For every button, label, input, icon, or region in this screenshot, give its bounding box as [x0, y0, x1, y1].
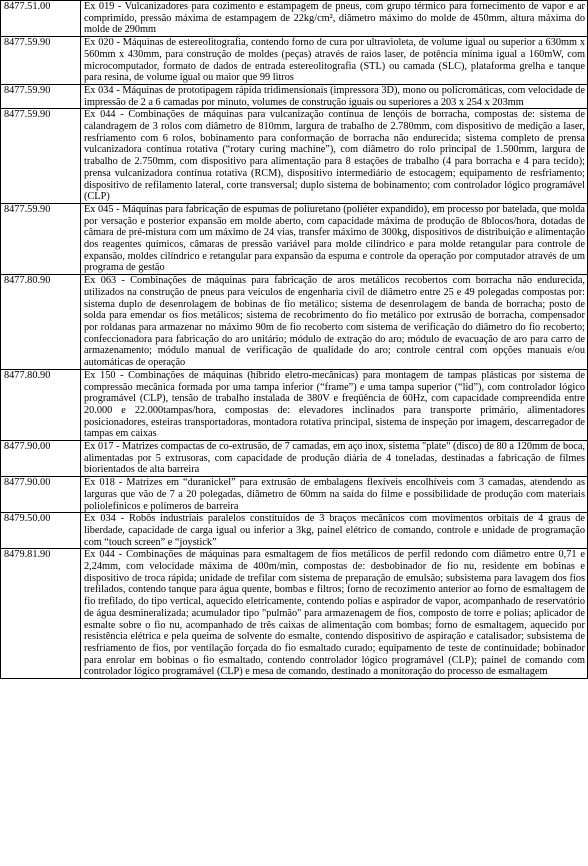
- table-row: [1, 549, 588, 679]
- description-cell: Ex 044 - Combinações de máquinas para vulcanização contínua de lençóis de borracha, compostas de: sistema de calandragem de 3 rolos com diâmetro de 810mm, largura de trabalho de 2.780mm, com dispositivo de medição a laser, resfriamento com 6 rolos, bobinamento para conformação de borracha não endurecida; sistema completo de prensa vulcanizadora contínua rotativa (“rotary curing machine”), com diâmetro do rolo principal de 1.500mm, largura de trabalho de 2.750mm, com dispositivo para alimentação para 8 estações de trabalho (4 para borracha e 4 para tecido); prensa vulcanizadora contínua rotativa (RCM), dispositivo intermediário de estocagem; equipamento de resfriamento; dispositivo de refilamento lateral, corte transversal; duplo sistema de bobinamento; com controlador lógico programável (CLP): [81, 109, 588, 204]
- description-cell: Ex 020 - Máquinas de estereolitografia, contendo forno de cura por ultravioleta, de volume igual ou superior a 630mm x 560mm x 430mm, para construção de moldes (peças) através de raios laser, de potência mínima igual a 160mW, com microcomputador, formato de dados de entrada estereolitografia (STL) ou camada (SLC), plataforma grelha e tanque para resina, de volume igual ou maior que 99 litros: [81, 37, 588, 85]
- table-row: [1, 275, 588, 370]
- ncm-code-cell: 8477.80.90: [1, 275, 81, 370]
- table-row: [1, 441, 588, 477]
- ncm-code-cell: 8479.50.00: [1, 513, 81, 549]
- table-row: [1, 37, 588, 85]
- table-row: [1, 109, 588, 204]
- description-cell: Ex 063 - Combinações de máquinas para fabricação de aros metálicos recobertos com borracha não endurecida, utilizados na construção de pneus para veículos de engenharia civil de diâmetro entre 25 e 49 polegadas compostas por: sistema duplo de desenrolagem de bobinas de fio metálico; sistema de desenrolagem de banda de borracha; posto de solda para emendar os fios metálicos; sistema de recobrimento do fio metálico por extrusão de borracha, compensador por roldanas para armazenar no máximo 90m de fio recoberto com sistema de verificação do diâmetro do fio recoberto; confeccionadora para fabricação do aro unitário; módulo de extração do aro; módulo de evacuação de aro para carro de armazenamento; módulo manual de verificação de qualidade do aro; controle central com opções manuais e/ou automáticas de operação: [81, 275, 588, 370]
- ncm-code-cell: 8479.81.90: [1, 549, 81, 679]
- ncm-code-cell: 8477.90.00: [1, 477, 81, 513]
- table-row: [1, 1, 588, 37]
- ncm-code-cell: 8477.59.90: [1, 84, 81, 108]
- table-row: [1, 513, 588, 549]
- description-cell: Ex 017 - Matrizes compactas de co-extrusão, de 7 camadas, em aço inox, sistema "plate" (disco) de 80 a 120mm de boca, alimentadas por 5 extrusoras, com capacidade de produção diária de 4 toneladas, destinadas a fabricação de filmes biorientados de alta barreira: [81, 441, 588, 477]
- table-row: [1, 477, 588, 513]
- description-cell: Ex 044 - Combinações de máquinas para esmaltagem de fios metálicos de perfil redondo com diâmetro entre 0,71 e 2,24mm, com velocidade máxima de 400m/min, compostas de: desbobinador de fio nu, residente em bobinas e dispositivo de troca rápida; unidade de trefilar com sistema de preparação de emulsão; subsistema para lavagem dos fios trefilados, contendo tanque para água quente, bombas e filtros; forno de recozimento anterior ao forno de esmaltagem de fio trefilado, do tipo vertical, aquecido eletricamente, contendo polias e aspirador de vapor, acompanhado de reservatório de água desmineralizada; acumulador tipo "pulmão" para armazenagem de fios, composto de torre e polias; aplicador de esmalte sobre o fio nu, acompanhado de três caixas de alimentação com bombas; forno de esmaltagem, aquecido por resistência elétrica e pela queima de solvente do esmalte, contendo dispositivo de aspiração e catalisador; subsistema de resfriamento de fios, por ventilação forçada do fio esmaltado curado; equipamento de teste de continuidade; bobinador para enrolar em bobinas o fio esmaltado, contendo controlador lógico programável (CLP); painel de comando com controlador lógico programável (CLP) e mesa de comando, destinado a monitoração do processo de esmaltagem: [81, 549, 588, 679]
- description-cell: Ex 019 - Vulcanizadores para cozimento e estampagem de pneus, com grupo térmico para fornecimento de vapor e ar comprimido, pressão máxima de estampagem de 22kg/cm², diâmetro máximo do molde de 450mm, altura máxima do molde de 290mm: [81, 1, 588, 37]
- table-row: [1, 84, 588, 108]
- description-cell: Ex 150 - Combinações de máquinas (híbrido eletro-mecânicas) para montagem de tampas plásticas por sistema de compressão mecânica formada por uma tampa inferior (“frame”) e uma tampa superior (“lid”), com controlador lógico programável (CLP), tensão de trabalho instalada de 380V e freqüência de 60Hz, com capacidade compreendida entre 20.000 e 22.000tampas/hora, compostas de: elevadores inclinados para transporte primário, alimentadores posicionadores, esteiras transportadoras, montadora rotativa principal, sistema de inspeção por imagem, descarregador de tampas em caixas: [81, 369, 588, 440]
- description-cell: Ex 018 - Matrizes em “duranickel” para extrusão de embalagens flexíveis encolhíveis com 3 camadas, atendendo as larguras que vão de 7 a 20 polegadas, diâmetro de 60mm na saída do filme e possibilidade de produção com materiais poliolefínicos e polímeros de barreira: [81, 477, 588, 513]
- ncm-code-cell: 8477.59.90: [1, 109, 81, 204]
- description-cell: Ex 034 - Máquinas de prototipagem rápida tridimensionais (impressora 3D), mono ou policromáticas, com velocidade de impressão de 2 a 6 camadas por minuto, volumes de construção iguais ou superiores a 203 x 254 x 203mm: [81, 84, 588, 108]
- description-cell: Ex 034 - Robôs industriais paralelos constituídos de 3 braços mecânicos com movimentos orbitais de 4 graus de liberdade, capacidade de carga igual ou inferior a 3kg, painel elétrico de comando, controle e unidade de programação com “touch screen” e “joystick”: [81, 513, 588, 549]
- ncm-code-cell: 8477.59.90: [1, 203, 81, 274]
- table-row: [1, 203, 588, 274]
- ncm-code-cell: 8477.90.00: [1, 441, 81, 477]
- ncm-code-cell: 8477.51.00: [1, 1, 81, 37]
- ncm-code-cell: 8477.80.90: [1, 369, 81, 440]
- ncm-code-cell: 8477.59.90: [1, 37, 81, 85]
- table-row: [1, 369, 588, 440]
- description-cell: Ex 045 - Máquinas para fabricação de espumas de poliuretano (poliéter expandido), em processo por batelada, que molda por versação e posterior expansão em molde aberto, com capacidade máxima de produção de 8blocos/hora, dotadas de câmara de pré-mistura com um máximo de 24 vias, transfer máximo de 300kg, dispositivos de distribuição e alimentação dos reagentes químicos, câmaras de pressão variável para molde cilíndrico e para molde retangular para controle de expansão, moldes cilíndrico e retangular para expansão da espuma e controle da operação por computador através de um programa de gestão: [81, 203, 588, 274]
